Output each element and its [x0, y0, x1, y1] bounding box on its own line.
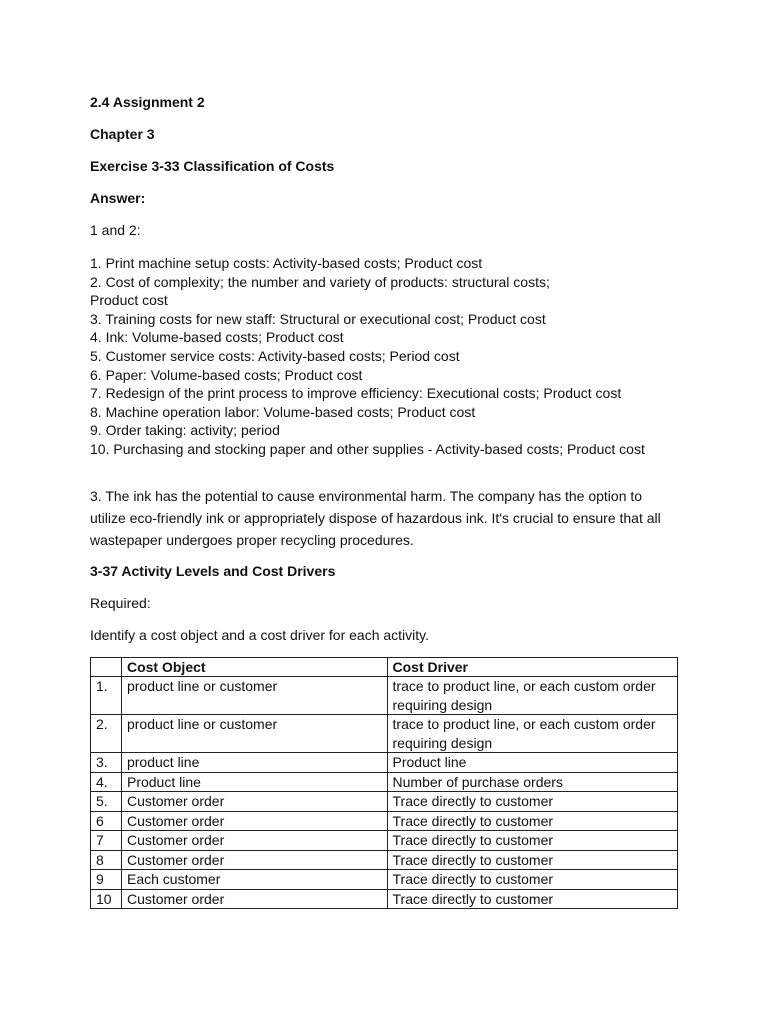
exercise-heading: Exercise 3-33 Classification of Costs	[90, 158, 335, 174]
row-number: 3.	[91, 753, 122, 773]
table-row	[91, 792, 678, 812]
list-item: 8. Machine operation labor: Volume-based costs; Product cost	[90, 403, 476, 420]
header-cost-object: Cost Object	[121, 657, 387, 677]
list-item: Product cost	[90, 292, 168, 309]
header-cost-driver: Cost Driver	[387, 657, 677, 677]
row-number: 6	[91, 811, 122, 831]
cost-driver-cell: Trace directly to customer	[387, 811, 677, 831]
list-item: 4. Ink: Volume-based costs; Product cost	[90, 329, 344, 346]
row-number: 9	[91, 870, 122, 890]
table-row	[91, 831, 678, 851]
cost-driver-cell: Trace directly to customer	[387, 850, 677, 870]
cost-driver-cell: Trace directly to customer	[387, 792, 677, 812]
list-item: 6. Paper: Volume-based costs; Product cost	[90, 366, 363, 383]
row-number: 10	[91, 889, 122, 909]
cost-object-cell: Customer order	[121, 850, 387, 870]
list-item: 3. Training costs for new staff: Structural or executional cost; Product cost	[90, 310, 546, 327]
cost-object-cell: Product line	[121, 772, 387, 792]
table-row	[91, 753, 678, 773]
document-page	[90, 92, 680, 909]
cost-driver-cell: Product line	[387, 753, 677, 773]
list-item: 10. Purchasing and stocking paper and other supplies - Activity-based costs; Product cost	[90, 440, 645, 457]
row-number: 4.	[91, 772, 122, 792]
table-header-row	[91, 657, 678, 677]
header-number	[91, 657, 122, 677]
environment-paragraph: 3. The ink has the potential to cause environmental harm. The company has the option to utilize eco-friendly ink or appropriately dispose of hazardous ink. It's crucial to ensure that all wastepaper undergoes proper recycling procedures.	[90, 487, 661, 548]
row-number: 5.	[91, 792, 122, 812]
cost-object-cell: Customer order	[121, 811, 387, 831]
list-item: 1. Print machine setup costs: Activity-based costs; Product cost	[90, 255, 483, 271]
table-row	[91, 850, 678, 870]
list-item: 2. Cost of complexity; the number and variety of products: structural costs;	[90, 273, 550, 290]
chapter-heading: Chapter 3	[90, 126, 155, 142]
answer-heading: Answer:	[90, 190, 146, 206]
cost-driver-cell: trace to product line, or each custom order requiring design	[387, 677, 677, 715]
cost-driver-cell: Trace directly to customer	[387, 889, 677, 909]
list-item: 9. Order taking: activity; period	[90, 422, 280, 439]
cost-object-cell: product line or customer	[121, 715, 387, 753]
cost-driver-cell: Number of purchase orders	[387, 772, 677, 792]
instruction-text: Identify a cost object and a cost driver for each activity.	[90, 626, 430, 643]
table-row	[91, 715, 678, 753]
cost-table	[90, 657, 678, 910]
row-number: 8	[91, 850, 122, 870]
table-row	[91, 811, 678, 831]
cost-object-cell: product line	[121, 753, 387, 773]
cost-object-cell: Customer order	[121, 792, 387, 812]
classification-list	[90, 254, 680, 459]
intro-label: 1 and 2:	[90, 222, 141, 238]
row-number: 1.	[91, 677, 122, 715]
table-row	[91, 677, 678, 715]
required-label: Required:	[90, 594, 151, 611]
row-number: 2.	[91, 715, 122, 753]
table-row	[91, 870, 678, 890]
list-item: 7. Redesign of the print process to improve efficiency: Executional costs; Product cost	[90, 385, 622, 402]
list-item: 5. Customer service costs: Activity-based costs; Period cost	[90, 347, 460, 364]
cost-object-cell: product line or customer	[121, 677, 387, 715]
cost-driver-cell: trace to product line, or each custom order requiring design	[387, 715, 677, 753]
cost-driver-cell: Trace directly to customer	[387, 870, 677, 890]
cost-object-cell: Customer order	[121, 831, 387, 851]
cost-driver-cell: Trace directly to customer	[387, 831, 677, 851]
table-row	[91, 772, 678, 792]
assignment-heading: 2.4 Assignment 2	[90, 94, 205, 110]
table-row	[91, 889, 678, 909]
cost-object-cell: Each customer	[121, 870, 387, 890]
cost-object-cell: Customer order	[121, 889, 387, 909]
row-number: 7	[91, 831, 122, 851]
activity-heading: 3-37 Activity Levels and Cost Drivers	[90, 562, 336, 579]
